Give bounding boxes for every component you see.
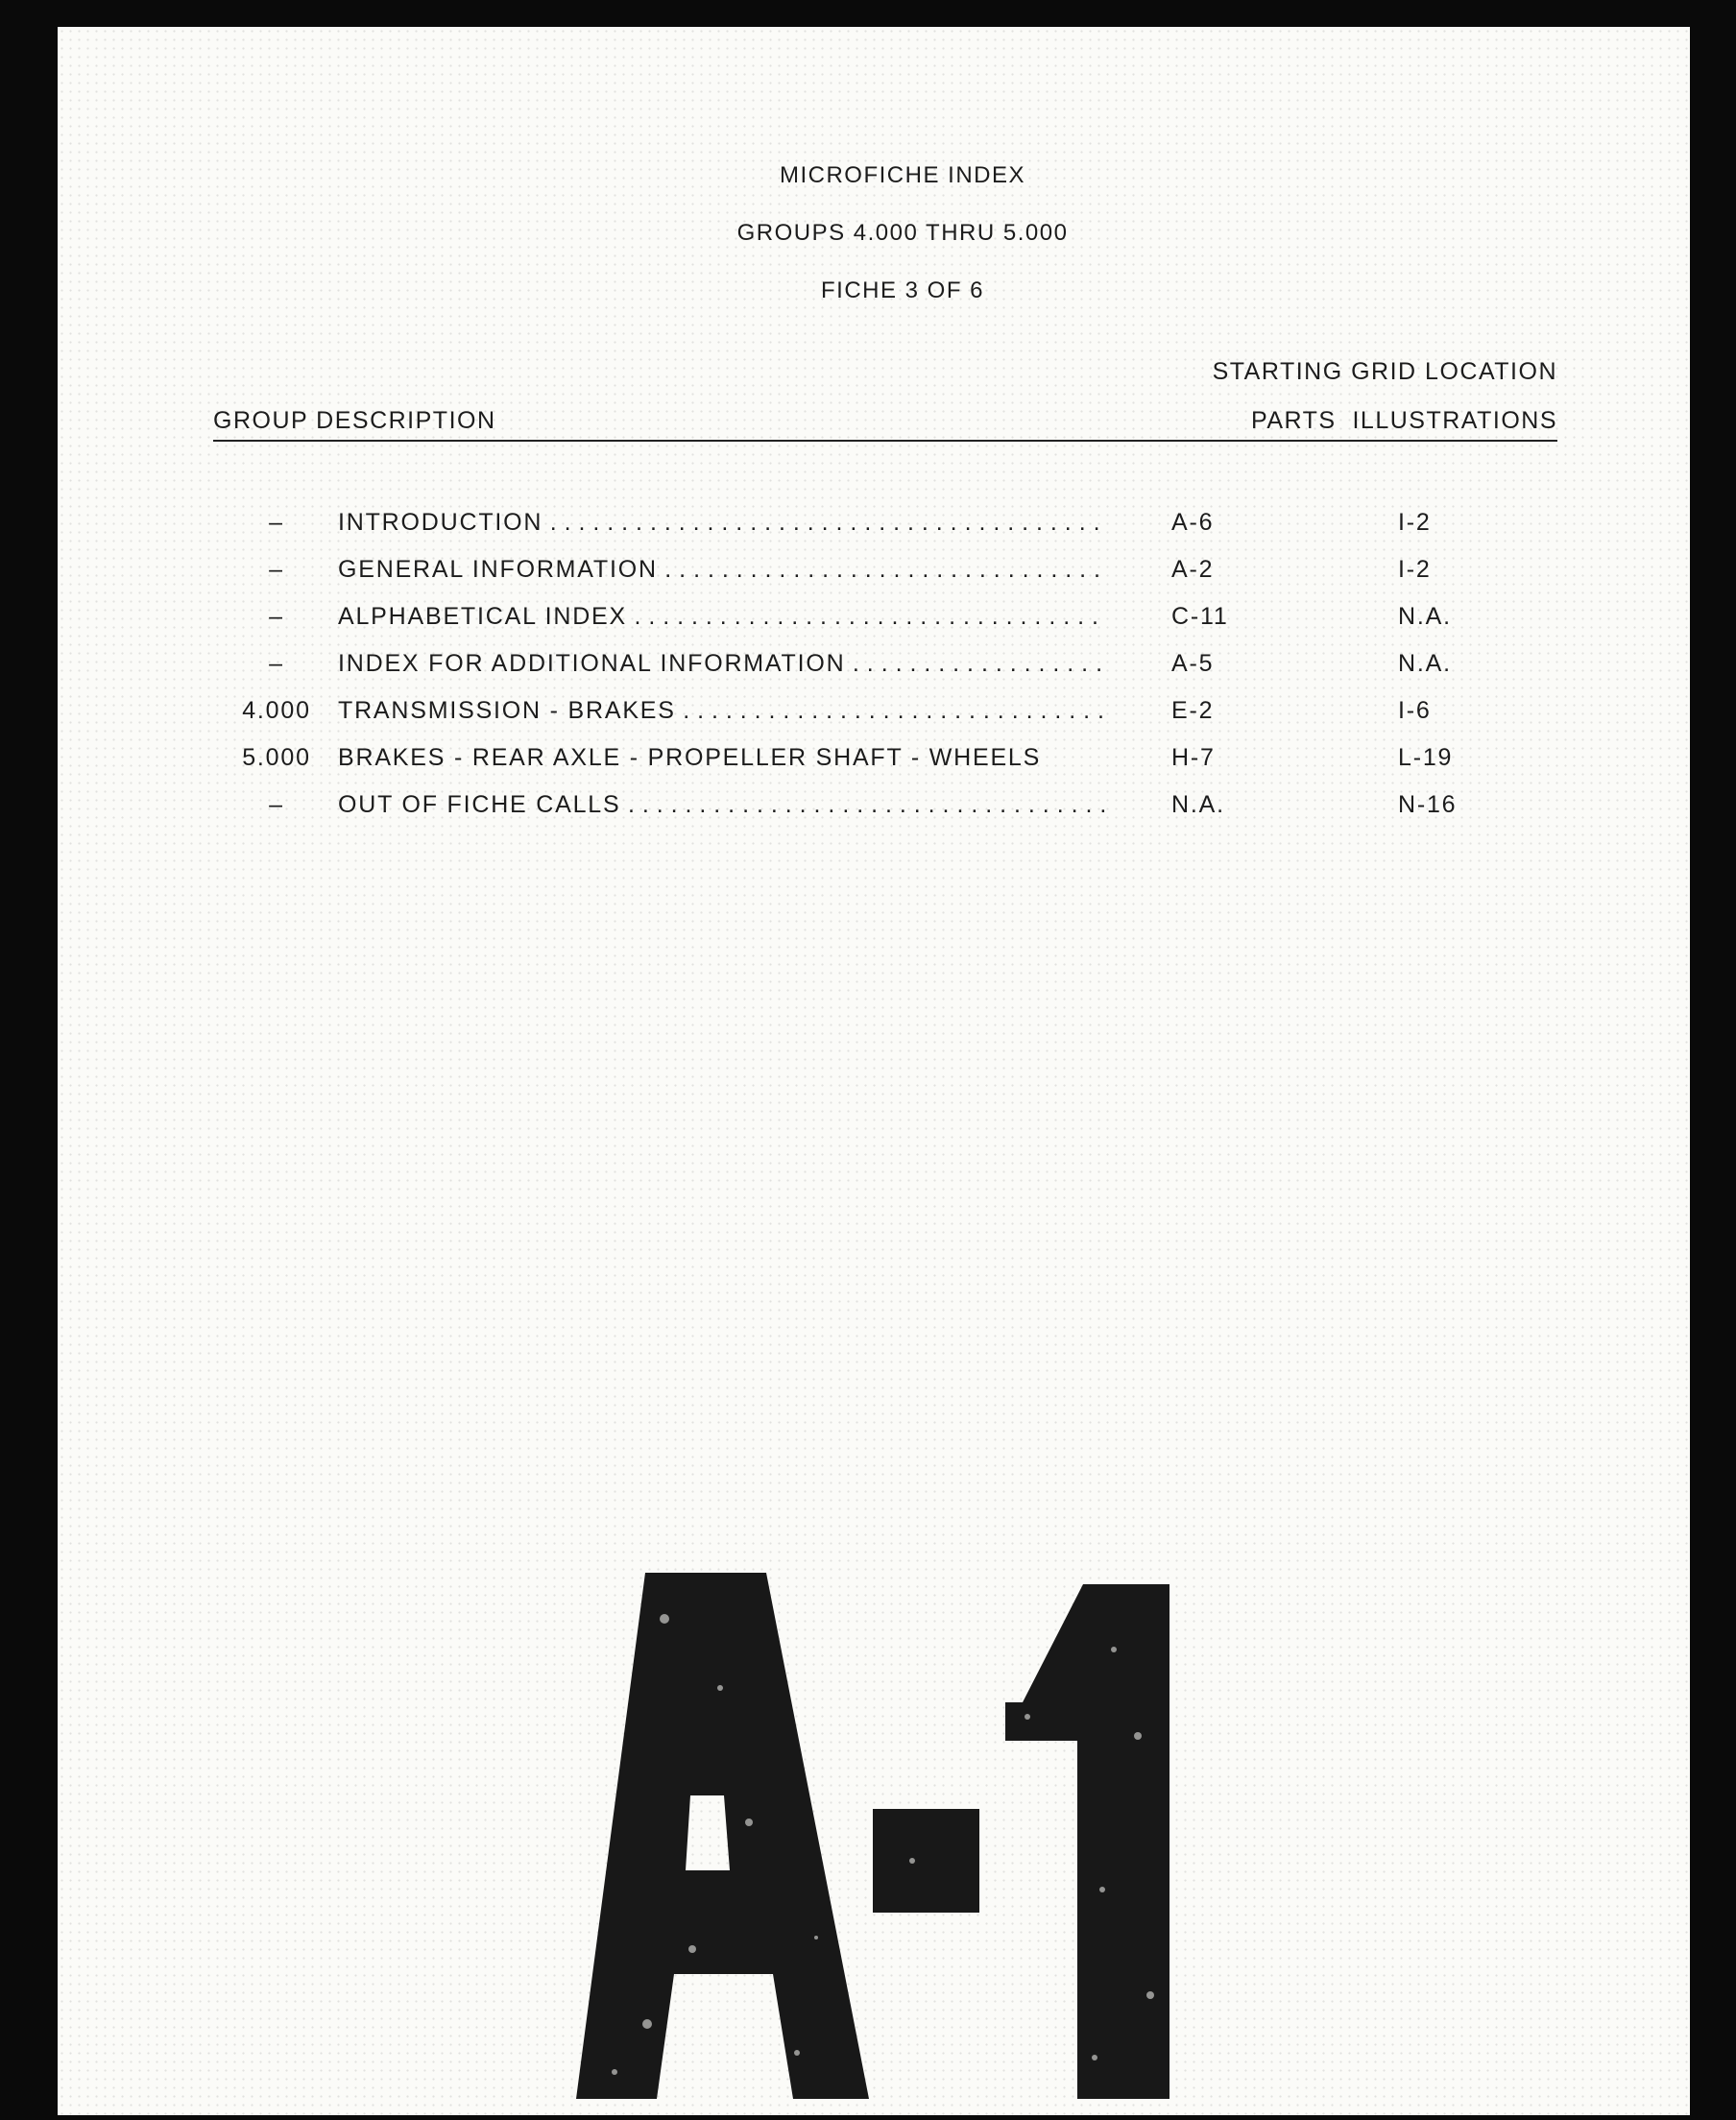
header-rule: [213, 440, 1557, 442]
row-parts-location: H-7: [1171, 744, 1216, 771]
title-line-1: MICROFICHE INDEX: [779, 162, 1025, 188]
row-description: ALPHABETICAL INDEX . . .: [338, 593, 1106, 640]
row-group: –: [269, 509, 284, 536]
header-group-description: GROUP DESCRIPTION: [213, 407, 496, 434]
table-row: [58, 593, 1690, 640]
header-parts-illustrations: PARTS ILLUSTRATIONS: [1251, 407, 1557, 434]
row-illustrations-location: I-2: [1398, 556, 1432, 583]
table-row: [58, 499, 1690, 546]
row-parts-location: A-2: [1171, 556, 1215, 583]
table-row: [58, 546, 1690, 593]
row-parts-location: E-2: [1171, 697, 1215, 724]
row-group: –: [269, 791, 284, 818]
fiche-mark-a1: [576, 1573, 1229, 2110]
table-row: [58, 735, 1690, 782]
mark-hyphen: [873, 1809, 979, 1913]
index-table: [58, 499, 1690, 829]
row-illustrations-location: L-19: [1398, 744, 1454, 771]
row-description: INDEX FOR ADDITIONAL INFORMATION . . .: [338, 640, 1106, 687]
row-illustrations-location: N.A.: [1398, 650, 1452, 677]
title-block: [58, 147, 1690, 320]
table-row: [58, 782, 1690, 829]
row-group: 5.000: [242, 744, 311, 771]
document-page: [58, 27, 1690, 2115]
row-description: GENERAL INFORMATION . . .: [338, 546, 1106, 593]
title-line-3: FICHE 3 OF 6: [820, 277, 985, 303]
row-group: –: [269, 650, 284, 677]
row-illustrations-location: N-16: [1398, 791, 1458, 818]
row-description: OUT OF FICHE CALLS . . .: [338, 782, 1106, 829]
mark-letter-a: [576, 1573, 869, 2099]
mark-numeral-1: [1005, 1584, 1169, 2099]
row-description: INTRODUCTION . . .: [338, 499, 1106, 546]
title-line-2: GROUPS 4.000 THRU 5.000: [736, 220, 1069, 246]
row-illustrations-location: I-2: [1398, 509, 1432, 536]
row-group: –: [269, 556, 284, 583]
row-group: 4.000: [242, 697, 311, 724]
table-row: [58, 640, 1690, 687]
row-illustrations-location: I-6: [1398, 697, 1432, 724]
row-parts-location: A-6: [1171, 509, 1215, 536]
row-illustrations-location: N.A.: [1398, 603, 1452, 630]
header-starting-grid-location: STARTING GRID LOCATION: [1212, 358, 1557, 385]
row-description: BRAKES - REAR AXLE - PROPELLER SHAFT - WHEELS: [338, 744, 1042, 771]
row-group: –: [269, 603, 284, 630]
table-row: [58, 687, 1690, 735]
row-parts-location: C-11: [1171, 603, 1229, 630]
row-parts-location: A-5: [1171, 650, 1215, 677]
row-description: TRANSMISSION - BRAKES . . .: [338, 687, 1106, 735]
row-parts-location: N.A.: [1171, 791, 1225, 818]
